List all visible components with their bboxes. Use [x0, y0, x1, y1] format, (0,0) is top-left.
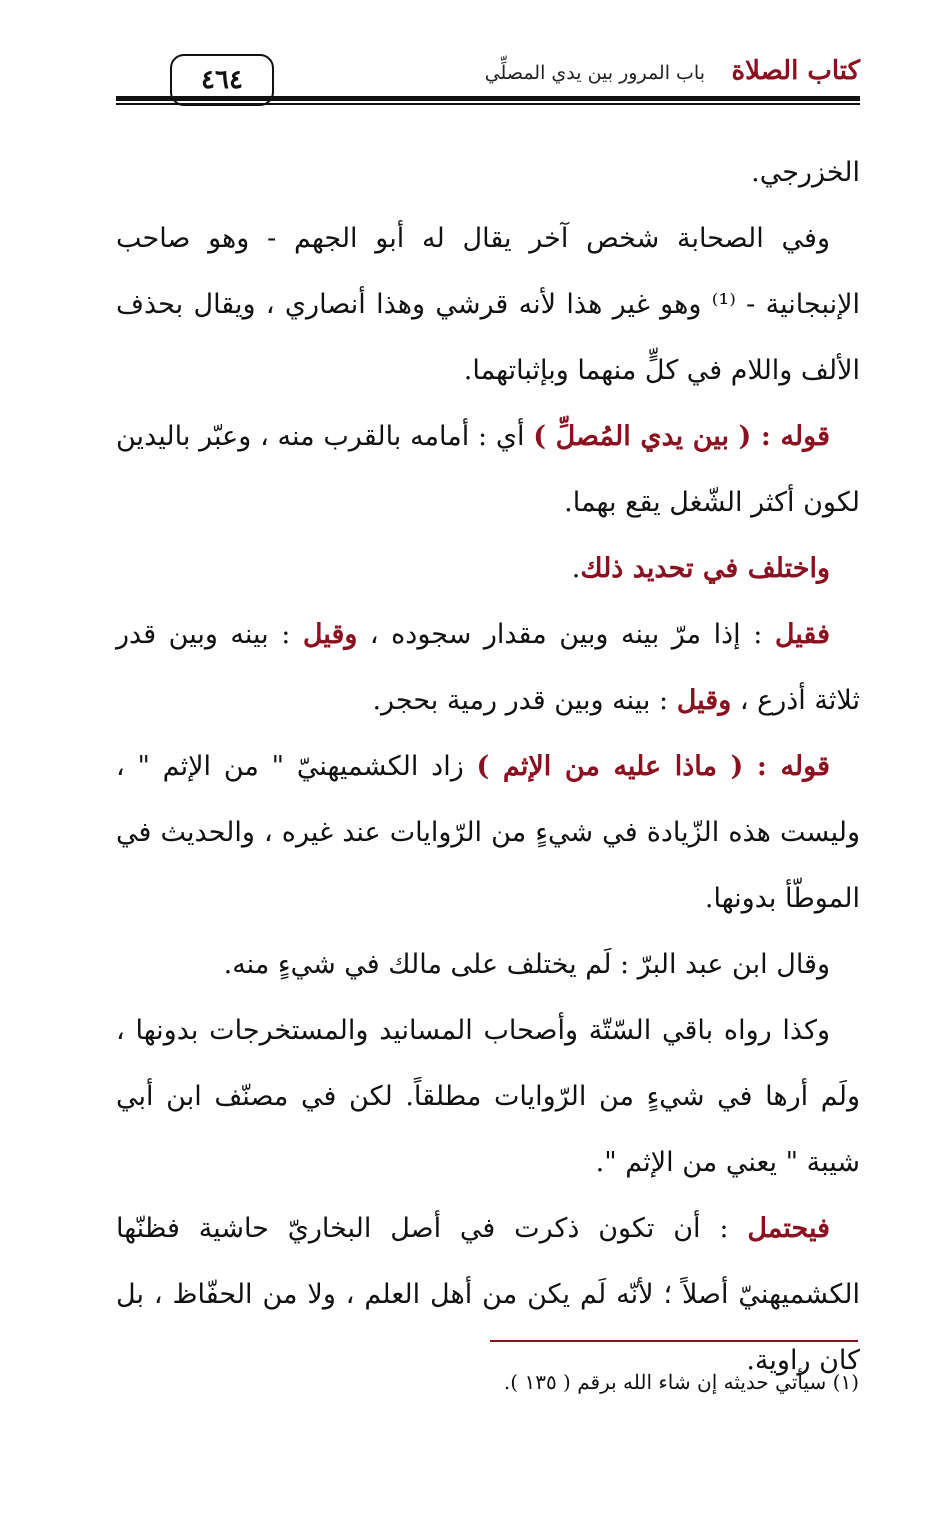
quote-label: قوله : ( بين يدي المُصلِّ ): [533, 421, 831, 452]
paragraph-3-text: أي : أمامه بالقرب منه ، وعبّر باليدين لكون أكثر الشّغل يقع بهما.: [116, 421, 860, 518]
page-header: [0, 0, 945, 112]
paragraph-9: [116, 1196, 860, 1394]
paragraph-4: [116, 536, 860, 602]
paragraph-9-text: : أن تكون ذكرت في أصل البخاريّ حاشية فظنّها الكشميهنيّ أصلاً ؛ لأنّه لَم يكن من أهل العلم ، ولا من الحفّاظ ، بل كان راوية.: [116, 1213, 860, 1376]
opinion-label-3: وقيل: [676, 685, 732, 716]
possibility-label: فيحتمل: [747, 1213, 830, 1244]
paragraph-7: وقال ابن عبد البرّ : لَم يختلف على مالك في شيءٍ منه.: [223, 949, 830, 980]
quote-label-2: قوله : ( ماذا عليه من الإثم ): [476, 751, 831, 782]
page-number: ٤٦٤: [170, 54, 274, 106]
footnote-separator: [490, 1340, 858, 1342]
paragraph-6-text: زاد الكشميهنيّ " من الإثم " ، وليست هذه الزّيادة في شيءٍ من الرّوايات عند غيره ، والحديث في الموطّأ بدونها.: [116, 751, 860, 914]
opinion-label-1: فقيل: [774, 619, 830, 650]
header-rule-thick: [116, 96, 860, 101]
footnote: (١) سيأتي حديثه إن شاء الله برقم ( ١٣٥ ).: [503, 1370, 859, 1394]
section-label: واختلف في تحديد ذلك: [580, 553, 830, 584]
paragraph-5: [116, 602, 860, 734]
paragraph-4-end: .: [571, 553, 581, 584]
opinion-label-2: وقيل: [302, 619, 358, 650]
paragraph-6: [116, 734, 860, 932]
book-title: كتاب الصلاة: [731, 56, 860, 86]
header-rule-thin: [116, 103, 860, 105]
paragraph-2: وفي الصحابة شخص آخر يقال له أبو الجهم - وهو صاحب الإنبجانية - ⁽¹⁾ وهو غير هذا لأنه قرشي وهذا أنصاري ، ويقال بحذف الألف واللام في كلٍّ منهما وبإثباتهما.: [116, 223, 861, 386]
opinion-text-3: : بينه وبين قدر رمية بحجر.: [372, 685, 677, 716]
paragraph-8: وكذا رواه باقي السّتّة وأصحاب المسانيد والمستخرجات بدونها ، ولَم أرها في شيءٍ من الرّوايات مطلقاً. لكن في مصنّف ابن أبي شيبة " يعني من الإثم ".: [116, 1015, 860, 1178]
opinion-text-2: : بينه وبين قدر ثلاثة أذرع ،: [116, 619, 860, 716]
main-text: [116, 140, 860, 1394]
paragraph-3: [116, 404, 860, 536]
paragraph-1: الخزرجي.: [751, 157, 860, 188]
chapter-title: باب المرور بين يدي المصلِّي: [484, 62, 705, 84]
opinion-text-1: : إذا مرّ بينه وبين مقدار سجوده ،: [357, 619, 775, 650]
